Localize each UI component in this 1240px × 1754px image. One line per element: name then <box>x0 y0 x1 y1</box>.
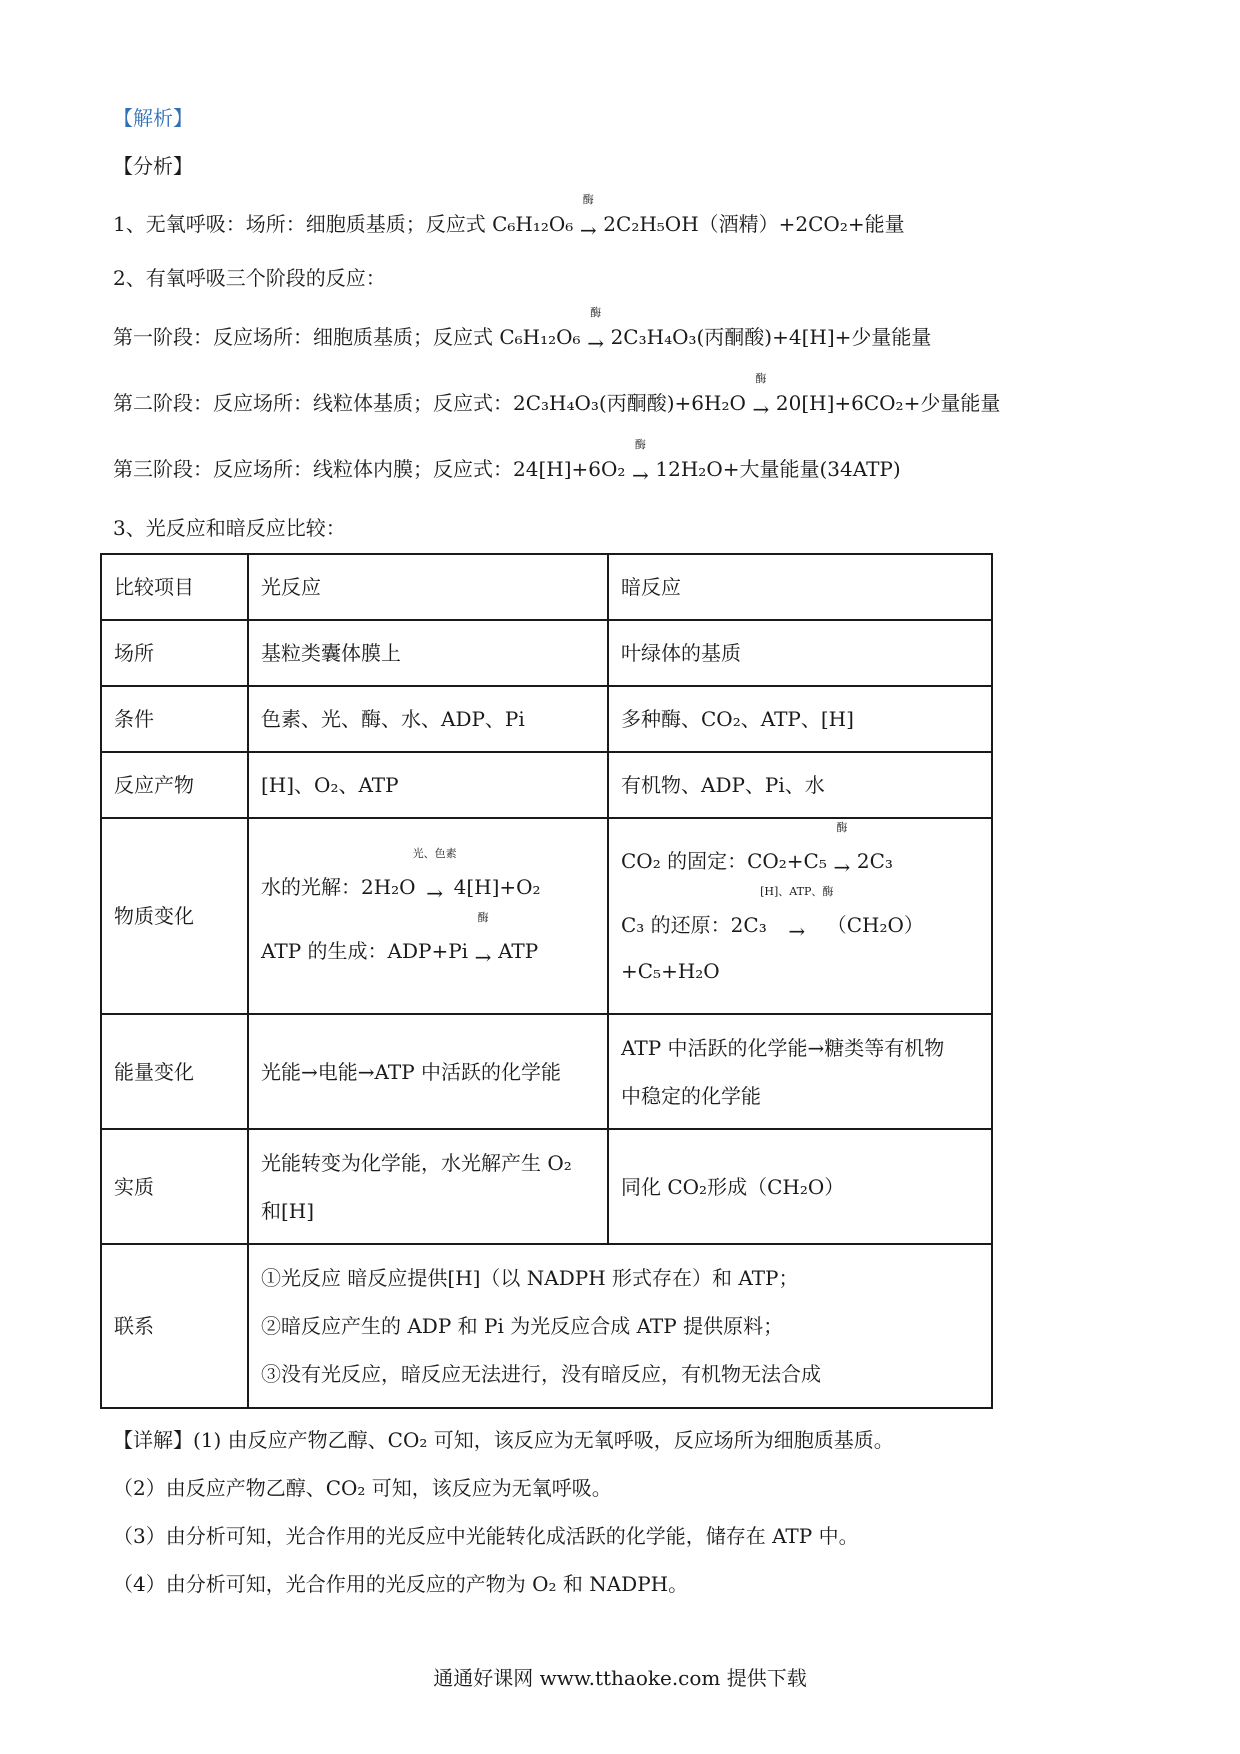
stage1-product: 2C₃H₄O₃(丙酮酸)+4[H]+少量能量 <box>610 325 932 349</box>
stage2-prefix: 第二阶段：反应场所：线粒体基质；反应式：2C₃H₄O₃(丙酮酸)+6H₂O <box>113 391 746 415</box>
dark-cell: ATP 中活跃的化学能→糖类等有机物 中稳定的化学能 <box>608 1014 992 1129</box>
reaction-arrow-icon: 酶 → <box>632 438 649 487</box>
reaction-arrow-icon: 酶 → <box>587 306 604 355</box>
anaerobic-product: 2C₂H₅OH（酒精）+2CO₂+能量 <box>603 212 905 236</box>
dark-cell: 同化 CO₂形成（CH₂O） <box>608 1129 992 1244</box>
light-cell: 光能转变为化学能，水光解产生 O₂ 和[H] <box>248 1129 608 1244</box>
row-label: 物质变化 <box>101 818 248 1014</box>
detail-1: 【详解】(1) 由反应产物乙醇、CO₂ 可知，该反应为无氧呼吸，反应场所为细胞质基质。 <box>113 1428 894 1452</box>
relation-cell: ①光反应 暗反应提供[H]（以 NADPH 形式存在）和 ATP； ②暗反应产生的 ADP 和 Pi 为光反应合成 ATP 提供原料； ③没有光反应，暗反应无法进行，没有暗反应，有机物无法合成 <box>248 1244 992 1408</box>
stage2-line <box>113 372 1001 421</box>
row-label: 条件 <box>101 686 248 752</box>
table-row <box>101 554 992 620</box>
analysis-subheading: 【分析】 <box>113 154 193 178</box>
light-cell: [H]、O₂、ATP <box>248 752 608 818</box>
aerobic-heading: 2、有氧呼吸三个阶段的反应： <box>113 266 386 290</box>
reaction-arrow-icon: [H]、ATP、酶 → <box>760 885 834 943</box>
dark-cell: 叶绿体的基质 <box>608 620 992 686</box>
light-cell: 基粒类囊体膜上 <box>248 620 608 686</box>
header-cell: 光反应 <box>248 554 608 620</box>
atp-synthesis: ATP 的生成：ADP+Pi 酶 → ATP <box>261 928 595 974</box>
table-row <box>101 686 992 752</box>
comparison-table <box>100 553 993 1409</box>
dark-cell: 多种酶、CO₂、ATP、[H] <box>608 686 992 752</box>
row-label: 场所 <box>101 620 248 686</box>
stage1-prefix: 第一阶段：反应场所：细胞质基质；反应式 C₆H₁₂O₆ <box>113 325 581 349</box>
row-label: 联系 <box>101 1244 248 1408</box>
anaerobic-prefix: 1、无氧呼吸：场所：细胞质基质；反应式 C₆H₁₂O₆ <box>113 212 574 236</box>
anaerobic-respiration-line <box>113 193 905 242</box>
header-cell: 暗反应 <box>608 554 992 620</box>
detail-4: （4）由分析可知，光合作用的光反应的产物为 O₂ 和 NADPH。 <box>113 1572 689 1596</box>
stage2-product: 20[H]+6CO₂+少量能量 <box>775 391 1001 415</box>
header-cell: 比较项目 <box>101 554 248 620</box>
analysis-heading: 【解析】 <box>113 106 193 130</box>
water-photolysis: 水的光解：2H₂O 光、色素 → 4[H]+O₂ <box>261 864 595 910</box>
light-cell: 光能→电能→ATP 中活跃的化学能 <box>248 1014 608 1129</box>
table-row <box>101 620 992 686</box>
table-row <box>101 1129 992 1244</box>
detail-2: （2）由反应产物乙醇、CO₂ 可知，该反应为无氧呼吸。 <box>113 1476 612 1500</box>
c3-reduction-cont: +C₅+H₂O <box>621 959 720 983</box>
co2-fixation: CO₂ 的固定：CO₂+C₅ 酶 → 2C₃ <box>621 838 979 884</box>
stage3-prefix: 第三阶段：反应场所：线粒体内膜；反应式：24[H]+6O₂ <box>113 457 626 481</box>
table-row <box>101 752 992 818</box>
dark-cell <box>608 818 992 1014</box>
row-label: 实质 <box>101 1129 248 1244</box>
table-row <box>101 1244 992 1408</box>
reaction-arrow-icon: 酶 → <box>752 372 770 421</box>
stage3-line <box>113 438 901 487</box>
c3-reduction: C₃ 的还原：2C₃ [H]、ATP、酶 → （CH₂O） <box>621 902 979 948</box>
stage1-line <box>113 306 932 355</box>
stage3-product: 12H₂O+大量能量(34ATP) <box>655 457 901 481</box>
reaction-arrow-icon: 酶 → <box>474 911 492 969</box>
light-cell <box>248 818 608 1014</box>
table-row <box>101 1014 992 1129</box>
detail-3: （3）由分析可知，光合作用的光反应中光能转化成活跃的化学能，储存在 ATP 中。 <box>113 1524 859 1548</box>
comparison-heading: 3、光反应和暗反应比较： <box>113 516 346 540</box>
footer-credit: 通通好课网 www.tthaoke.com 提供下载 <box>433 1666 807 1690</box>
reaction-arrow-icon: 酶 → <box>579 193 597 242</box>
table-row <box>101 818 992 1014</box>
reaction-arrow-icon: 酶 → <box>833 821 851 879</box>
light-cell: 色素、光、酶、水、ADP、Pi <box>248 686 608 752</box>
reaction-arrow-icon: 光、色素 → <box>412 847 457 905</box>
row-label: 能量变化 <box>101 1014 248 1129</box>
dark-cell: 有机物、ADP、Pi、水 <box>608 752 992 818</box>
row-label: 反应产物 <box>101 752 248 818</box>
